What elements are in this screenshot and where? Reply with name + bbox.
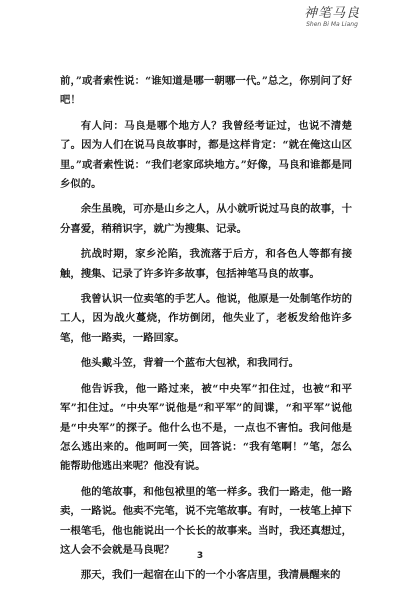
paragraph: 那天，我们一起宿在山下的一个小客店里，我清晨醒来的 xyxy=(80,569,341,582)
paragraph: 有人问：马良是哪个地方人？我曾经考证过，也说不清楚了。因为人们在说马良故事时，都是这样肯定：“就在俺这山区里。”或者索性说：“我们老家邱块地方。”好像，马良和谁都是同乡似的。 xyxy=(60,119,352,191)
header-logo xyxy=(286,6,378,28)
paragraph: 他告诉我，他一路过来，被“中央军”扣住过，也被“和平军”扣住过。“中央军”说他是“和平军”的间谍，“和平军”说他是“中央军”的探子。他什么也不是，一点也不害怕。我问他是怎么逃出来的。他呵呵一笑，回答说：“我有笔啊！”笔，怎么能帮助他逃出来呢？他没有说。 xyxy=(60,382,352,473)
logo-english-subtitle: Shen Bi Ma Liang xyxy=(306,21,358,28)
paragraph: 他头戴斗笠，背着一个蓝布大包袱，和我同行。 xyxy=(80,357,299,370)
paragraph: 余生虽晚，可亦是山乡之人，从小就听说过马良的故事，十分喜爱，稍稍识字，就广为搜集、记录。 xyxy=(60,203,352,235)
page-number: 3 xyxy=(196,551,204,561)
paragraph: 我曾认识一位卖笔的手艺人。他说，他原是一处制笔作坊的工人，因为战火蔓烧，作坊倒闭，他失业了，老板发给他许多笔，他一路卖，一路回家。 xyxy=(60,293,352,344)
paragraph: 抗战时期，家乡沦陷，我流落于后方，和各色人等都有接触，搜集、记录了许多许多故事，包括神笔马良的故事。 xyxy=(60,248,352,280)
logo-chinese-title: 神笔马良 xyxy=(303,6,360,21)
page-body xyxy=(60,72,352,592)
paragraph: 他的笔故事，和他包袱里的笔一样多。我们一路走，他一路卖，一路说。他卖不完笔，说不完笔故事。有时，一枝笔上掉下一根笔毛，他也能说出一个长长的故事来。当时，我还真想过，这人会不会就是马良呢？ xyxy=(60,485,352,556)
paragraph-continued: 前，”或者索性说：“谁知道是哪一朝哪一代。”总之，你别问了好吧！ xyxy=(60,75,352,107)
